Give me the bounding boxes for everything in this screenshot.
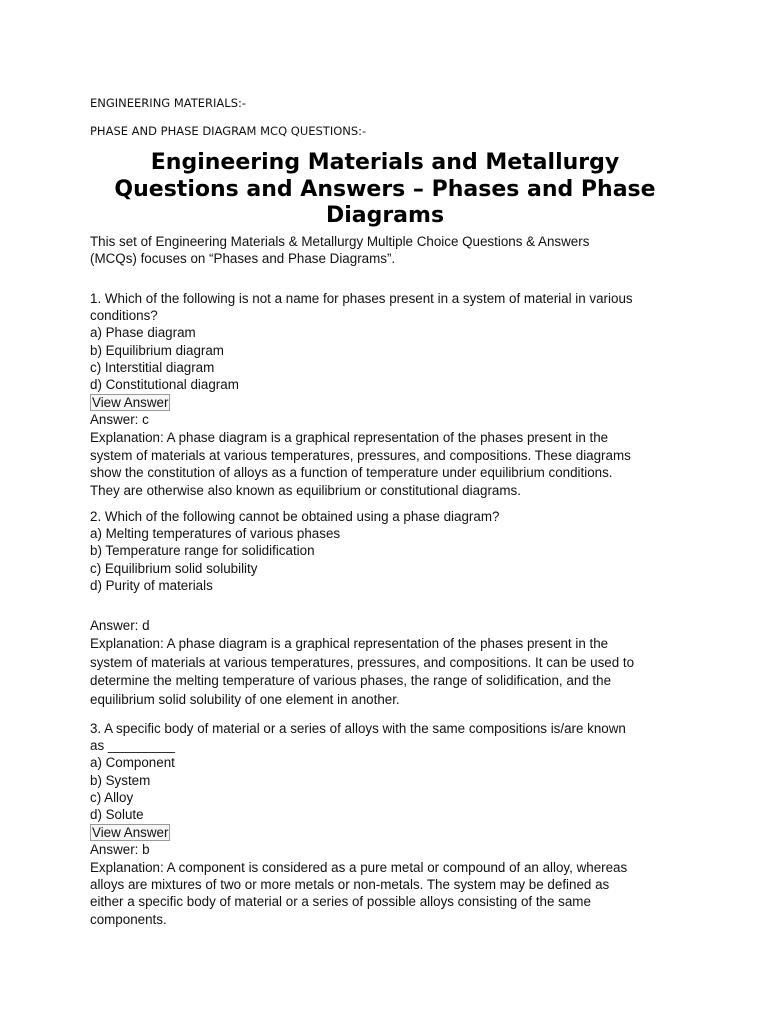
subsection-heading: PHASE AND PHASE DIAGRAM MCQ QUESTIONS:-: [90, 124, 367, 138]
question-text: 3. A specific body of material or a series of alloys with the same compositions is/are known: [90, 721, 626, 736]
explanation-line: Explanation: A phase diagram is a graphical representation of the phases present in the: [90, 430, 609, 445]
question-text: 2. Which of the following cannot be obtained using a phase diagram?: [90, 509, 500, 524]
explanation-line: They are otherwise also known as equilibrium or constitutional diagrams.: [90, 482, 521, 498]
option-a: a) Component: [90, 755, 175, 771]
question-text: as _________: [90, 738, 175, 754]
answer-2: [90, 617, 690, 634]
question-1: [90, 290, 690, 429]
answer-text: Answer: c: [90, 412, 149, 428]
explanation-line: alloys are mixtures of two or more metals or non-metals. The system may be defined as: [90, 877, 610, 893]
title-line: Engineering Materials and Metallurgy: [150, 150, 620, 175]
intro-line: This set of Engineering Materials & Metallurgy Multiple Choice Questions & Answers: [90, 234, 590, 249]
answer-text: Answer: b: [90, 842, 150, 858]
option-b: b) Equilibrium diagram: [90, 342, 224, 358]
title-line: Diagrams: [325, 203, 445, 228]
view-answer-button[interactable]: View Answer: [92, 825, 169, 841]
explanation-line: Explanation: A phase diagram is a graphical representation of the phases present in the: [90, 636, 609, 651]
explanation-line: system of materials at various temperatures, pressures, and compositions. These diagrams: [90, 447, 631, 463]
explanation-line: show the constitution of alloys as a function of temperature under equilibrium conditions.: [90, 465, 613, 480]
explanation-line: components.: [90, 911, 167, 927]
explanation-1: [90, 429, 690, 499]
question-text: conditions?: [90, 308, 158, 324]
page-title: [90, 150, 680, 230]
option-c: c) Alloy: [90, 789, 134, 805]
option-b: b) System: [90, 772, 151, 788]
option-a: a) Phase diagram: [90, 325, 196, 341]
explanation-3: [90, 859, 690, 928]
explanation-line: equilibrium solid solubility of one element in another.: [90, 691, 400, 707]
explanation-line: system of materials at various temperatures, pressures, and compositions. It can be used to: [90, 654, 635, 670]
option-b: b) Temperature range for solidification: [90, 543, 315, 559]
explanation-line: either a specific body of material or a series of possible alloys consisting of the same: [90, 894, 591, 910]
option-a: a) Melting temperatures of various phases: [90, 526, 341, 542]
option-c: c) Interstitial diagram: [90, 359, 215, 375]
title-line: Questions and Answers – Phases and Phase: [114, 176, 656, 202]
explanation-line: determine the melting temperature of various phases, the range of solidification, and the: [90, 673, 612, 688]
view-answer-button[interactable]: View Answer: [92, 395, 169, 411]
option-c: c) Equilibrium solid solubility: [90, 560, 258, 576]
section-heading: ENGINEERING MATERIALS:-: [90, 96, 247, 110]
answer-text: Answer: d: [90, 618, 150, 633]
intro-paragraph: [90, 233, 690, 267]
intro-line: (MCQs) focuses on “Phases and Phase Diagrams”.: [90, 251, 396, 267]
explanation-2: [90, 635, 690, 709]
option-d: d) Constitutional diagram: [90, 377, 239, 393]
explanation-line: Explanation: A component is considered as a pure metal or compound of an alloy, whereas: [90, 860, 628, 875]
option-d: d) Purity of materials: [90, 577, 213, 593]
question-2: [90, 508, 690, 594]
question-3: [90, 720, 690, 859]
question-text: 1. Which of the following is not a name for phases present in a system of material in various: [90, 291, 633, 306]
option-d: d) Solute: [90, 807, 144, 823]
